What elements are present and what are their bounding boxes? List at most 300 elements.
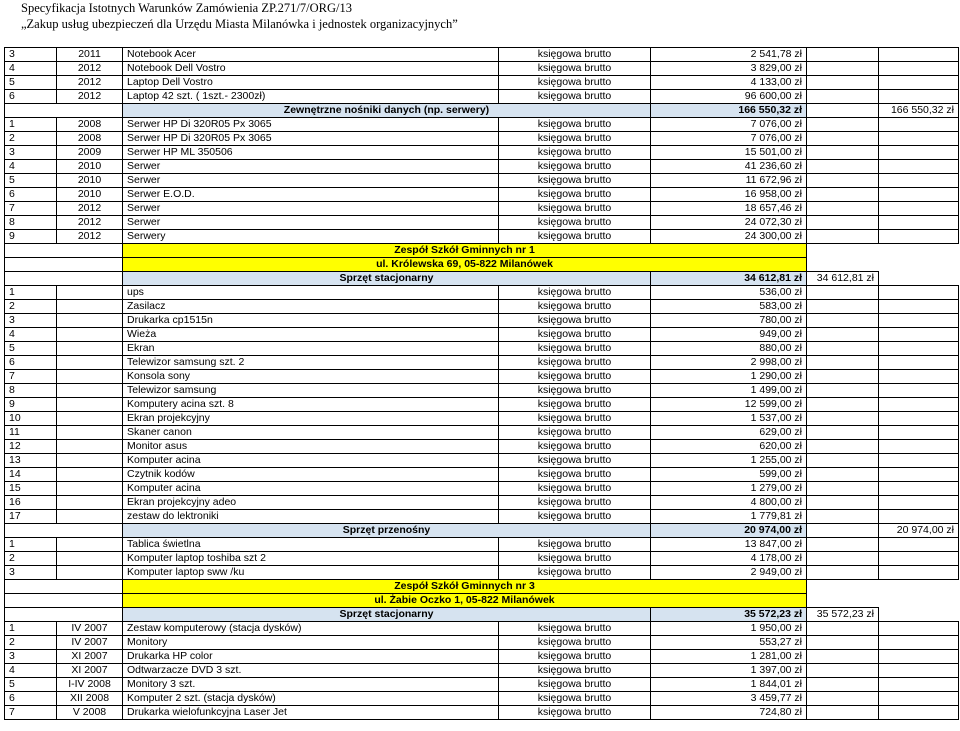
row-number: 8 bbox=[5, 384, 57, 398]
row-number: 9 bbox=[5, 398, 57, 412]
equipment-table bbox=[4, 47, 959, 720]
row-year: 2008 bbox=[57, 132, 123, 146]
row-empty-cell bbox=[879, 132, 959, 146]
row-value-type: księgowa brutto bbox=[499, 370, 651, 384]
row-empty-cell bbox=[879, 370, 959, 384]
row-empty-cell bbox=[879, 48, 959, 62]
row-year: 2012 bbox=[57, 230, 123, 244]
row-value-type: księgowa brutto bbox=[499, 188, 651, 202]
row-value: 1 844,01 zł bbox=[651, 678, 807, 692]
row-value-type: księgowa brutto bbox=[499, 482, 651, 496]
school-header-row bbox=[5, 594, 959, 608]
row-description: Laptop 42 szt. ( 1szt.- 2300zł) bbox=[123, 90, 499, 104]
row-empty-cell bbox=[879, 552, 959, 566]
row-year: 2012 bbox=[57, 202, 123, 216]
row-number: 3 bbox=[5, 314, 57, 328]
row-value: 24 072,30 zł bbox=[651, 216, 807, 230]
section-sum: 166 550,32 zł bbox=[651, 104, 807, 118]
row-value: 1 397,00 zł bbox=[651, 664, 807, 678]
section-sum: 35 572,23 zł bbox=[651, 608, 807, 622]
row-empty-cell bbox=[879, 286, 959, 300]
row-description: Zestaw komputerowy (stacja dysków) bbox=[123, 622, 499, 636]
table-row bbox=[5, 636, 959, 650]
row-value-type: księgowa brutto bbox=[499, 538, 651, 552]
row-empty-cell bbox=[807, 76, 879, 90]
row-number: 4 bbox=[5, 328, 57, 342]
row-value: 18 657,46 zł bbox=[651, 202, 807, 216]
row-value: 2 949,00 zł bbox=[651, 566, 807, 580]
table-row bbox=[5, 482, 959, 496]
section-header-row bbox=[5, 608, 959, 622]
row-description: Serwer HP Di 320R05 Px 3065 bbox=[123, 132, 499, 146]
row-year: 2011 bbox=[57, 48, 123, 62]
row-year bbox=[57, 552, 123, 566]
section-empty-cell bbox=[5, 104, 123, 118]
row-description: Serwer bbox=[123, 216, 499, 230]
row-empty-cell bbox=[879, 664, 959, 678]
header-subject-line: „Zakup usług ubezpieczeń dla Urzędu Miasta Milanówka i jednostek organizacyjnych” bbox=[21, 17, 458, 31]
row-description: Serwery bbox=[123, 230, 499, 244]
row-description: Komputery acina szt. 8 bbox=[123, 398, 499, 412]
row-value: 1 281,00 zł bbox=[651, 650, 807, 664]
row-number: 16 bbox=[5, 496, 57, 510]
row-empty-cell bbox=[879, 118, 959, 132]
row-description: Serwer E.O.D. bbox=[123, 188, 499, 202]
row-empty-cell bbox=[879, 454, 959, 468]
row-description: Odtwarzacze DVD 3 szt. bbox=[123, 664, 499, 678]
row-value-type: księgowa brutto bbox=[499, 692, 651, 706]
table-row bbox=[5, 650, 959, 664]
row-year: 2008 bbox=[57, 118, 123, 132]
section-total: 34 612,81 zł bbox=[807, 272, 879, 286]
row-value-type: księgowa brutto bbox=[499, 552, 651, 566]
table-row bbox=[5, 384, 959, 398]
row-year bbox=[57, 510, 123, 524]
row-value: 2 998,00 zł bbox=[651, 356, 807, 370]
school-name: ul. Królewska 69, 05-822 Milanówek bbox=[123, 258, 807, 272]
row-year bbox=[57, 286, 123, 300]
section-total: 20 974,00 zł bbox=[879, 524, 959, 538]
table-row bbox=[5, 328, 959, 342]
row-empty-cell bbox=[879, 216, 959, 230]
row-year bbox=[57, 314, 123, 328]
section-label: Sprzęt stacjonarny bbox=[123, 608, 651, 622]
row-empty-cell bbox=[807, 384, 879, 398]
row-number: 2 bbox=[5, 300, 57, 314]
row-empty-cell bbox=[807, 566, 879, 580]
row-number: 7 bbox=[5, 706, 57, 720]
row-value: 4 178,00 zł bbox=[651, 552, 807, 566]
section-empty-cell bbox=[5, 272, 123, 286]
row-value-type: księgowa brutto bbox=[499, 216, 651, 230]
school-empty-cell bbox=[5, 594, 123, 608]
row-description: Telewizor samsung bbox=[123, 384, 499, 398]
row-empty-cell bbox=[807, 496, 879, 510]
table-row bbox=[5, 132, 959, 146]
table-row bbox=[5, 706, 959, 720]
row-empty-cell bbox=[879, 468, 959, 482]
row-empty-cell bbox=[807, 146, 879, 160]
row-empty-cell bbox=[879, 426, 959, 440]
row-year: 2010 bbox=[57, 188, 123, 202]
row-number: 5 bbox=[5, 342, 57, 356]
row-value-type: księgowa brutto bbox=[499, 286, 651, 300]
table-row bbox=[5, 90, 959, 104]
row-description: Serwer bbox=[123, 174, 499, 188]
row-empty-cell bbox=[879, 76, 959, 90]
table-row bbox=[5, 468, 959, 482]
row-value-type: księgowa brutto bbox=[499, 650, 651, 664]
table-row bbox=[5, 678, 959, 692]
table-row bbox=[5, 202, 959, 216]
row-year: 2012 bbox=[57, 90, 123, 104]
row-empty-cell bbox=[807, 174, 879, 188]
row-description: Laptop Dell Vostro bbox=[123, 76, 499, 90]
row-value-type: księgowa brutto bbox=[499, 678, 651, 692]
row-empty-cell bbox=[807, 692, 879, 706]
row-year bbox=[57, 482, 123, 496]
row-empty-cell bbox=[879, 482, 959, 496]
row-value-type: księgowa brutto bbox=[499, 706, 651, 720]
row-number: 17 bbox=[5, 510, 57, 524]
section-empty-cell bbox=[807, 104, 879, 118]
row-year bbox=[57, 440, 123, 454]
row-empty-cell bbox=[807, 160, 879, 174]
row-value-type: księgowa brutto bbox=[499, 454, 651, 468]
row-description: Skaner canon bbox=[123, 426, 499, 440]
row-description: Komputer laptop sww /ku bbox=[123, 566, 499, 580]
row-number: 2 bbox=[5, 132, 57, 146]
row-empty-cell bbox=[807, 188, 879, 202]
row-year bbox=[57, 342, 123, 356]
row-year bbox=[57, 412, 123, 426]
table-row bbox=[5, 440, 959, 454]
row-empty-cell bbox=[807, 636, 879, 650]
row-year: XII 2008 bbox=[57, 692, 123, 706]
row-empty-cell bbox=[807, 468, 879, 482]
table-row bbox=[5, 664, 959, 678]
row-value-type: księgowa brutto bbox=[499, 622, 651, 636]
row-value-type: księgowa brutto bbox=[499, 510, 651, 524]
row-empty-cell bbox=[879, 538, 959, 552]
row-description: Notebook Acer bbox=[123, 48, 499, 62]
row-empty-cell bbox=[879, 356, 959, 370]
row-empty-cell bbox=[807, 650, 879, 664]
section-header-row bbox=[5, 104, 959, 118]
row-value: 536,00 zł bbox=[651, 286, 807, 300]
table-row bbox=[5, 566, 959, 580]
row-empty-cell bbox=[879, 510, 959, 524]
table-row bbox=[5, 496, 959, 510]
row-value-type: księgowa brutto bbox=[499, 314, 651, 328]
row-description: Tablica świetlna bbox=[123, 538, 499, 552]
row-value: 24 300,00 zł bbox=[651, 230, 807, 244]
row-year bbox=[57, 538, 123, 552]
school-empty-cell bbox=[5, 258, 123, 272]
row-description: Ekran projekcyjny bbox=[123, 412, 499, 426]
row-number: 6 bbox=[5, 90, 57, 104]
table-row bbox=[5, 426, 959, 440]
table-row bbox=[5, 174, 959, 188]
row-empty-cell bbox=[879, 678, 959, 692]
row-number: 12 bbox=[5, 440, 57, 454]
row-value-type: księgowa brutto bbox=[499, 90, 651, 104]
section-empty-cell bbox=[879, 608, 959, 622]
row-year: V 2008 bbox=[57, 706, 123, 720]
row-empty-cell bbox=[879, 650, 959, 664]
row-empty-cell bbox=[879, 496, 959, 510]
equipment-table-body bbox=[5, 48, 959, 720]
row-value: 1 279,00 zł bbox=[651, 482, 807, 496]
row-number: 6 bbox=[5, 692, 57, 706]
row-description: Komputer acina bbox=[123, 454, 499, 468]
section-total: 166 550,32 zł bbox=[879, 104, 959, 118]
section-empty-cell bbox=[807, 524, 879, 538]
row-empty-cell bbox=[807, 678, 879, 692]
row-value: 41 236,60 zł bbox=[651, 160, 807, 174]
row-number: 4 bbox=[5, 62, 57, 76]
row-value: 4 133,00 zł bbox=[651, 76, 807, 90]
row-value: 15 501,00 zł bbox=[651, 146, 807, 160]
row-empty-cell bbox=[879, 440, 959, 454]
row-year bbox=[57, 384, 123, 398]
row-description: Telewizor samsung szt. 2 bbox=[123, 356, 499, 370]
row-empty-cell bbox=[879, 412, 959, 426]
row-year: 2010 bbox=[57, 160, 123, 174]
row-value: 1 779,81 zł bbox=[651, 510, 807, 524]
row-number: 3 bbox=[5, 566, 57, 580]
row-value-type: księgowa brutto bbox=[499, 160, 651, 174]
row-value-type: księgowa brutto bbox=[499, 356, 651, 370]
row-value-type: księgowa brutto bbox=[499, 300, 651, 314]
row-value: 3 829,00 zł bbox=[651, 62, 807, 76]
table-row bbox=[5, 286, 959, 300]
table-row bbox=[5, 356, 959, 370]
row-value: 780,00 zł bbox=[651, 314, 807, 328]
row-year: IV 2007 bbox=[57, 622, 123, 636]
row-year: XI 2007 bbox=[57, 650, 123, 664]
row-value-type: księgowa brutto bbox=[499, 118, 651, 132]
row-description: Czytnik kodów bbox=[123, 468, 499, 482]
row-empty-cell bbox=[807, 286, 879, 300]
row-value-type: księgowa brutto bbox=[499, 174, 651, 188]
section-label: Zewnętrzne nośniki danych (np. serwery) bbox=[123, 104, 651, 118]
row-empty-cell bbox=[879, 300, 959, 314]
row-number: 11 bbox=[5, 426, 57, 440]
row-value: 7 076,00 zł bbox=[651, 132, 807, 146]
row-year bbox=[57, 328, 123, 342]
row-year bbox=[57, 566, 123, 580]
row-value: 11 672,96 zł bbox=[651, 174, 807, 188]
row-description: Komputer 2 szt. (stacja dysków) bbox=[123, 692, 499, 706]
table-row bbox=[5, 118, 959, 132]
row-empty-cell bbox=[879, 636, 959, 650]
row-empty-cell bbox=[807, 48, 879, 62]
row-number: 6 bbox=[5, 356, 57, 370]
row-description: Serwer bbox=[123, 202, 499, 216]
school-header-row bbox=[5, 580, 959, 594]
table-row bbox=[5, 146, 959, 160]
row-value: 1 537,00 zł bbox=[651, 412, 807, 426]
row-value: 1 290,00 zł bbox=[651, 370, 807, 384]
table-row bbox=[5, 216, 959, 230]
row-value: 553,27 zł bbox=[651, 636, 807, 650]
row-value-type: księgowa brutto bbox=[499, 76, 651, 90]
header-spec-line: Specyfikacja Istotnych Warunków Zamówienia ZP.271/7/ORG/13 bbox=[21, 1, 352, 15]
row-empty-cell bbox=[879, 314, 959, 328]
row-empty-cell bbox=[807, 314, 879, 328]
row-empty-cell bbox=[807, 510, 879, 524]
row-value: 12 599,00 zł bbox=[651, 398, 807, 412]
row-empty-cell bbox=[807, 132, 879, 146]
row-empty-cell bbox=[879, 328, 959, 342]
school-empty-cell bbox=[5, 244, 123, 258]
row-year: 2012 bbox=[57, 216, 123, 230]
row-value-type: księgowa brutto bbox=[499, 48, 651, 62]
row-empty-cell bbox=[879, 230, 959, 244]
row-empty-cell bbox=[807, 552, 879, 566]
row-empty-cell bbox=[807, 398, 879, 412]
row-year: XI 2007 bbox=[57, 664, 123, 678]
table-row bbox=[5, 370, 959, 384]
row-empty-cell bbox=[879, 342, 959, 356]
row-description: zestaw do lektroniki bbox=[123, 510, 499, 524]
row-empty-cell bbox=[879, 62, 959, 76]
table-row bbox=[5, 188, 959, 202]
row-empty-cell bbox=[807, 216, 879, 230]
row-year bbox=[57, 356, 123, 370]
school-empty-cell bbox=[807, 594, 959, 608]
row-empty-cell bbox=[879, 398, 959, 412]
row-description: Komputer laptop toshiba szt 2 bbox=[123, 552, 499, 566]
row-value-type: księgowa brutto bbox=[499, 132, 651, 146]
row-empty-cell bbox=[807, 538, 879, 552]
row-empty-cell bbox=[807, 454, 879, 468]
table-row bbox=[5, 48, 959, 62]
row-description: Drukarka wielofunkcyjna Laser Jet bbox=[123, 706, 499, 720]
row-description: Serwer bbox=[123, 160, 499, 174]
row-value: 949,00 zł bbox=[651, 328, 807, 342]
row-value-type: księgowa brutto bbox=[499, 146, 651, 160]
row-empty-cell bbox=[807, 440, 879, 454]
row-value: 2 541,78 zł bbox=[651, 48, 807, 62]
section-header-row bbox=[5, 272, 959, 286]
row-number: 5 bbox=[5, 174, 57, 188]
table-row bbox=[5, 398, 959, 412]
row-value-type: księgowa brutto bbox=[499, 664, 651, 678]
row-description: Notebook Dell Vostro bbox=[123, 62, 499, 76]
school-empty-cell bbox=[807, 244, 959, 258]
row-empty-cell bbox=[879, 706, 959, 720]
school-empty-cell bbox=[5, 580, 123, 594]
row-empty-cell bbox=[807, 370, 879, 384]
row-year: 2009 bbox=[57, 146, 123, 160]
row-year: IV 2007 bbox=[57, 636, 123, 650]
row-number: 1 bbox=[5, 118, 57, 132]
row-empty-cell bbox=[807, 202, 879, 216]
row-empty-cell bbox=[807, 118, 879, 132]
row-year bbox=[57, 300, 123, 314]
row-value-type: księgowa brutto bbox=[499, 426, 651, 440]
table-row bbox=[5, 62, 959, 76]
row-empty-cell bbox=[807, 664, 879, 678]
row-description: Drukarka HP color bbox=[123, 650, 499, 664]
row-description: Serwer HP Di 320R05 Px 3065 bbox=[123, 118, 499, 132]
row-number: 2 bbox=[5, 552, 57, 566]
section-label: Sprzęt przenośny bbox=[123, 524, 651, 538]
row-empty-cell bbox=[807, 62, 879, 76]
row-value: 3 459,77 zł bbox=[651, 692, 807, 706]
school-name: Zespół Szkół Gminnych nr 1 bbox=[123, 244, 807, 258]
table-row bbox=[5, 510, 959, 524]
row-number: 7 bbox=[5, 202, 57, 216]
row-description: Ekran projekcyjny adeo bbox=[123, 496, 499, 510]
row-value-type: księgowa brutto bbox=[499, 468, 651, 482]
row-number: 5 bbox=[5, 678, 57, 692]
school-empty-cell bbox=[807, 258, 959, 272]
section-header-row bbox=[5, 524, 959, 538]
row-description: Komputer acina bbox=[123, 482, 499, 496]
section-label: Sprzęt stacjonarny bbox=[123, 272, 651, 286]
table-row bbox=[5, 412, 959, 426]
row-empty-cell bbox=[807, 426, 879, 440]
school-name: ul. Żabie Oczko 1, 05-822 Milanówek bbox=[123, 594, 807, 608]
row-number: 1 bbox=[5, 622, 57, 636]
row-empty-cell bbox=[879, 202, 959, 216]
row-empty-cell bbox=[807, 230, 879, 244]
school-header-row bbox=[5, 258, 959, 272]
table-row bbox=[5, 76, 959, 90]
row-value-type: księgowa brutto bbox=[499, 384, 651, 398]
section-empty-cell bbox=[5, 524, 123, 538]
school-empty-cell bbox=[807, 580, 959, 594]
row-value: 599,00 zł bbox=[651, 468, 807, 482]
row-number: 14 bbox=[5, 468, 57, 482]
row-value-type: księgowa brutto bbox=[499, 440, 651, 454]
row-value-type: księgowa brutto bbox=[499, 202, 651, 216]
row-value: 620,00 zł bbox=[651, 440, 807, 454]
row-empty-cell bbox=[879, 622, 959, 636]
table-row bbox=[5, 692, 959, 706]
row-value-type: księgowa brutto bbox=[499, 566, 651, 580]
row-number: 10 bbox=[5, 412, 57, 426]
section-sum: 34 612,81 zł bbox=[651, 272, 807, 286]
row-value: 4 800,00 zł bbox=[651, 496, 807, 510]
row-value: 1 255,00 zł bbox=[651, 454, 807, 468]
row-number: 6 bbox=[5, 188, 57, 202]
row-empty-cell bbox=[807, 482, 879, 496]
table-row bbox=[5, 314, 959, 328]
row-number: 7 bbox=[5, 370, 57, 384]
row-number: 1 bbox=[5, 538, 57, 552]
row-value-type: księgowa brutto bbox=[499, 230, 651, 244]
row-number: 3 bbox=[5, 48, 57, 62]
row-year bbox=[57, 496, 123, 510]
row-empty-cell bbox=[879, 146, 959, 160]
row-number: 4 bbox=[5, 160, 57, 174]
section-empty-cell bbox=[879, 272, 959, 286]
school-header-row bbox=[5, 244, 959, 258]
table-row bbox=[5, 538, 959, 552]
row-empty-cell bbox=[807, 328, 879, 342]
row-description: Serwer HP ML 350506 bbox=[123, 146, 499, 160]
table-row bbox=[5, 230, 959, 244]
row-number: 8 bbox=[5, 216, 57, 230]
row-number: 13 bbox=[5, 454, 57, 468]
row-value: 96 600,00 zł bbox=[651, 90, 807, 104]
table-row bbox=[5, 552, 959, 566]
row-year bbox=[57, 426, 123, 440]
